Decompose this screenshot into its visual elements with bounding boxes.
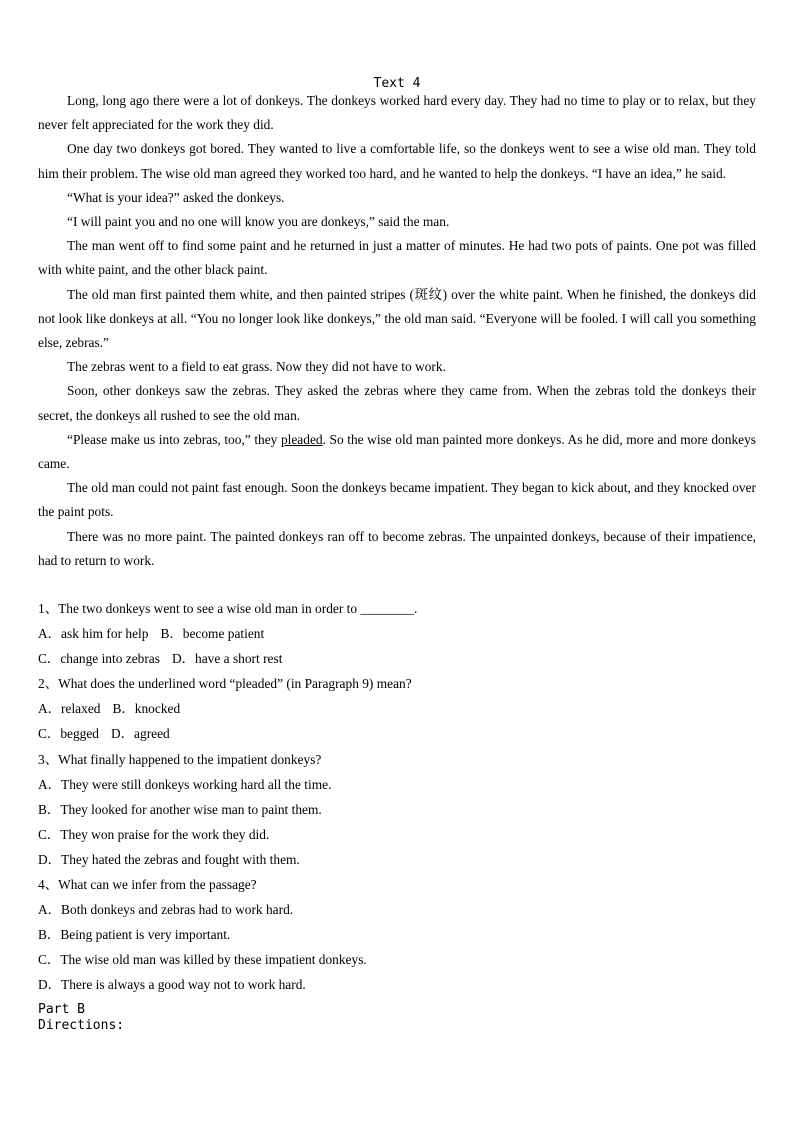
- question-1-stem: 1、The two donkeys went to see a wise old man in order to ________.: [38, 601, 418, 616]
- option: A．Both donkeys and zebras had to work hard.: [38, 902, 294, 918]
- part-b: [38, 1002, 124, 1034]
- option: B．They looked for another wise man to paint them.: [38, 801, 322, 817]
- paragraph-9-start: “Please make us into zebras, too,” they: [67, 431, 281, 447]
- paragraph-10: The old man could not paint fast enough. Soon the donkeys became impatient. They began to kick about, and they knocked over the paint pots.: [38, 480, 756, 520]
- paragraph-6: The old man first painted them white, and then painted stripes (斑纹) over the white paint. When he finished, the donkeys did not look like donkeys at all. “You no longer look like donkeys,” the old man said. “Everyone will be fooled. I will call you something else, zebras.”: [38, 286, 756, 351]
- option: C．They won praise for the work they did.: [38, 826, 270, 842]
- option: A．ask him for help: [38, 626, 149, 642]
- option: C．The wise old man was killed by these impatient donkeys.: [38, 952, 367, 968]
- option: C．change into zebras: [38, 651, 160, 667]
- question-1-options-ab: [38, 621, 756, 646]
- paragraph-9-end: . So the wise old man painted more donkeys. As he did, more and more donkeys came.: [38, 431, 756, 472]
- option: D．They hated the zebras and fought with them.: [38, 851, 300, 867]
- questions: [38, 596, 756, 998]
- option: B．knocked: [112, 701, 181, 717]
- paragraph-11: There was no more paint. The painted donkeys ran off to become zebras. The unpainted donkeys, because of their impatience, had to return to work.: [38, 528, 756, 568]
- option: B．become patient: [160, 626, 265, 642]
- paragraph-8: Soon, other donkeys saw the zebras. They asked the zebras where they came from. When the zebras told the donkeys their secret, the donkeys all rushed to see the old man.: [38, 383, 756, 423]
- paragraph-1: Long, long ago there were a lot of donkeys. The donkeys worked hard every day. They had no time to play or to relax, but they never felt appreciated for the work they did.: [38, 93, 756, 133]
- option: A．They were still donkeys working hard all the time.: [38, 776, 332, 792]
- question-3-stem: 3、What finally happened to the impatient donkeys?: [38, 751, 322, 767]
- question-2-stem: 2、What does the underlined word “pleaded” (in Paragraph 9) mean?: [38, 676, 412, 692]
- section-title: Text 4: [373, 76, 421, 91]
- paragraph-2: One day two donkeys got bored. They wanted to live a comfortable life, so the donkeys went to see a wise old man. They told him their problem. The wise old man agreed they worked too hard, and he wanted to help the donkeys. “I have an idea,” he said.: [38, 141, 756, 181]
- option: B．Being patient is very important.: [38, 927, 231, 943]
- paragraph-9: [38, 428, 756, 476]
- part-b-heading: Part B: [38, 1002, 85, 1017]
- paragraph-7: The zebras went to a field to eat grass. Now they did not have to work.: [67, 359, 446, 375]
- option: D．There is always a good way not to work hard.: [38, 977, 306, 993]
- option: C．begged: [38, 726, 99, 742]
- option: D．have a short rest: [171, 651, 283, 667]
- passage: [38, 89, 756, 573]
- underlined-word: pleaded: [280, 431, 323, 447]
- question-2-options-ab: [38, 696, 756, 721]
- paragraph-4: “I will paint you and no one will know you are donkeys,” said the man.: [67, 214, 450, 230]
- option: A．relaxed: [38, 701, 101, 717]
- paragraph-3: “What is your idea?” asked the donkeys.: [67, 189, 285, 205]
- part-b-directions: Directions:: [38, 1018, 125, 1033]
- question-1-options-cd: [38, 646, 756, 671]
- question-2-options-cd: [38, 721, 756, 746]
- paragraph-5: The man went off to find some paint and he returned in just a matter of minutes. He had two pots of paints. One pot was filled with white paint, and the other black paint.: [38, 238, 756, 278]
- question-4-stem: 4、What can we infer from the passage?: [38, 877, 257, 893]
- option: D．agreed: [111, 726, 170, 742]
